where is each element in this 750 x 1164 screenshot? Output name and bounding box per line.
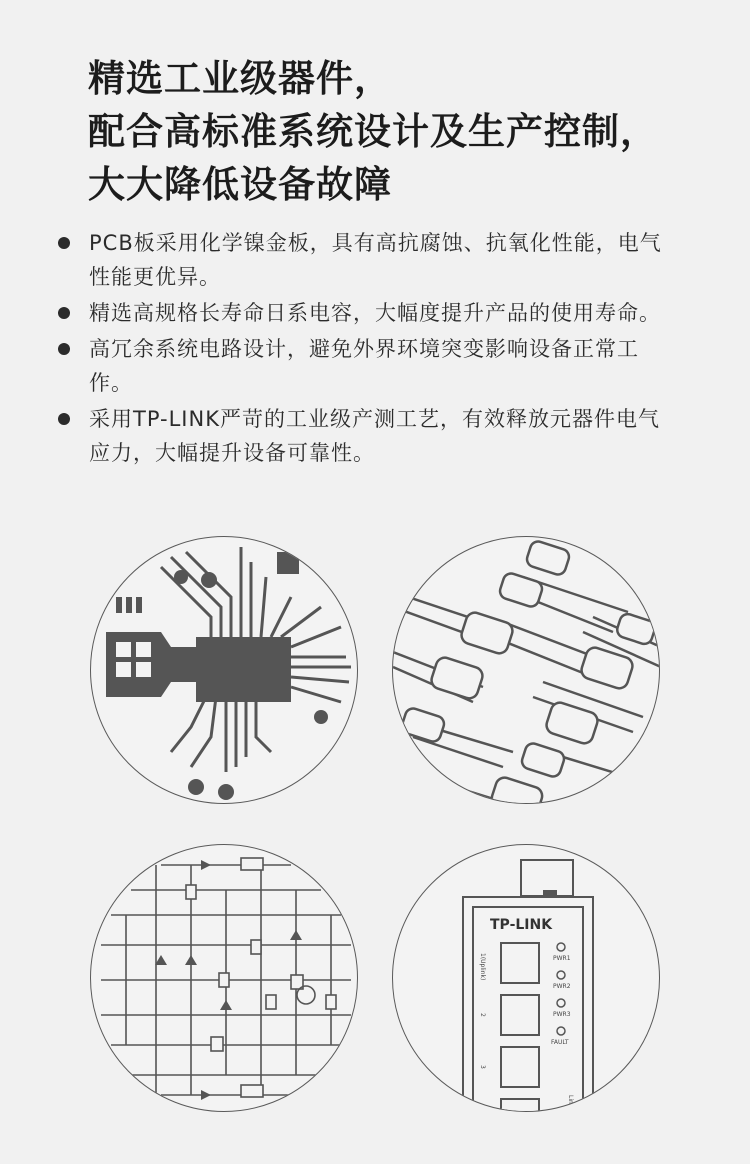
led-label-pwr3: PWR3: [553, 1011, 571, 1018]
bullet-dot-icon: [58, 413, 70, 425]
pcb-circuit-icon: [91, 537, 358, 804]
switch-device-illustration: [392, 844, 660, 1112]
device-brand-label: TP-LINK: [490, 917, 553, 933]
feature-text: 精选高规格长寿命日系电容，大幅度提升产品的使用寿命。: [89, 301, 661, 325]
led-label-fault: FAULT: [551, 1039, 569, 1046]
feature-item: [56, 296, 676, 330]
headline-line-2: 配合高标准系统设计及生产控制，: [88, 110, 658, 153]
led-label-pwr1: PWR1: [553, 955, 571, 962]
feature-list: [56, 226, 676, 472]
industrial-switch-icon: [393, 845, 660, 1112]
feature-text: 高冗余系统电路设计，避免外界环境突变影响设备正常工作。: [89, 337, 639, 395]
feature-item: [56, 332, 676, 400]
schematic-illustration: [90, 844, 358, 1112]
feature-item: [56, 402, 676, 470]
headline: [88, 52, 658, 211]
circuit-schematic-icon: [91, 845, 358, 1112]
bullet-dot-icon: [58, 307, 70, 319]
headline-line-3: 大大降低设备故障: [88, 163, 392, 206]
port-label-1: 1(Uplink): [479, 953, 486, 981]
bullet-dot-icon: [58, 343, 70, 355]
feature-item: [56, 226, 676, 294]
capacitors-illustration: [392, 536, 660, 804]
led-label-pwr2: PWR2: [553, 983, 571, 990]
feature-text: PCB板采用化学镍金板，具有高抗腐蚀、抗氧化性能，电气性能更优异。: [89, 231, 662, 289]
bullet-dot-icon: [58, 237, 70, 249]
feature-text: 采用TP-LINK严苛的工业级产测工艺，有效释放元器件电气应力，大幅提升设备可靠性。: [89, 407, 660, 465]
capacitor-icon: [393, 537, 660, 804]
port-label-3: 3: [479, 1065, 486, 1069]
headline-line-1: 精选工业级器件，: [88, 57, 392, 100]
pcb-board-illustration: [90, 536, 358, 804]
side-label: Link: [567, 1095, 574, 1108]
port-label-2: 2: [479, 1013, 486, 1017]
